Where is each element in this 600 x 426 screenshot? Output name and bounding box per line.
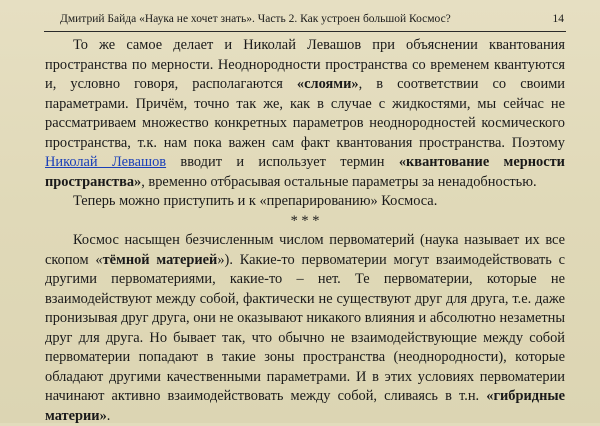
p1-bold-2: «квантование мерности пространства» xyxy=(45,154,565,190)
paragraph-2: Теперь можно приступить и к «препарированию» Космоса. xyxy=(73,193,438,209)
p3-text-3: . xyxy=(106,407,111,424)
p3-bold-1: тёмной материей xyxy=(102,251,218,268)
page-number: 14 xyxy=(552,13,564,25)
header-title: Дмитрий Байда «Наука не хочет знать». Часть 2. Как устроен большой Космос? xyxy=(60,13,451,25)
paragraph-3 xyxy=(45,231,565,426)
body-text xyxy=(45,36,565,426)
section-separator: * * * xyxy=(290,212,320,229)
paragraph-1 xyxy=(45,36,565,192)
p1-text-3: вводит и использует термин xyxy=(166,154,399,170)
header-divider xyxy=(44,31,566,32)
p1-text-1: То же самое делает и Николай Левашов при объяснении квантования пространства по мерности. Неоднородности пространства со временем квантуются и, условно говоря, располагаются xyxy=(45,37,565,92)
p1-bold-1: «слоями» xyxy=(296,76,359,92)
p3-bold-2: «гибридные материи» xyxy=(45,388,565,424)
author-link[interactable]: Николай Левашов xyxy=(45,154,167,170)
p3-text-1: Космос насыщен безчисленным числом первоматерий (наука называет их все скопом « xyxy=(45,232,565,268)
p1-text-2: , в соответствии со своими параметрами. Причём, точно так же, как в случае с жидкостями, мы сейчас не рассматриваем множество конкретных параметров неоднородностей космического пространства, т.к. нам пока важен сам факт квантования пространства. Поэтому xyxy=(45,76,566,151)
p1-text-4: , временно отбрасывая остальные параметры за ненадобностью. xyxy=(141,173,537,190)
page-header xyxy=(44,10,566,28)
p3-text-2: »). Какие-то первоматерии могут взаимодействовать с другими первоматериями, какие-то – нет. Те первоматерии, которые не взаимодействуют между собой, фактически не существуют друг для друга, т.е. даже пронизывая друг друга, они не оказывают никакого влияния и абсолютно незаметны друг для друга. Но бывает так, что обычно не взаимодействующие между собой первоматерии попадают в такие зоны пространства (неоднородности), которые обладают другими качественными параметрами. И в этих условиях первоматерии начинают активно взаимодействовать между собой, сливаясь в т.н. xyxy=(45,251,565,404)
